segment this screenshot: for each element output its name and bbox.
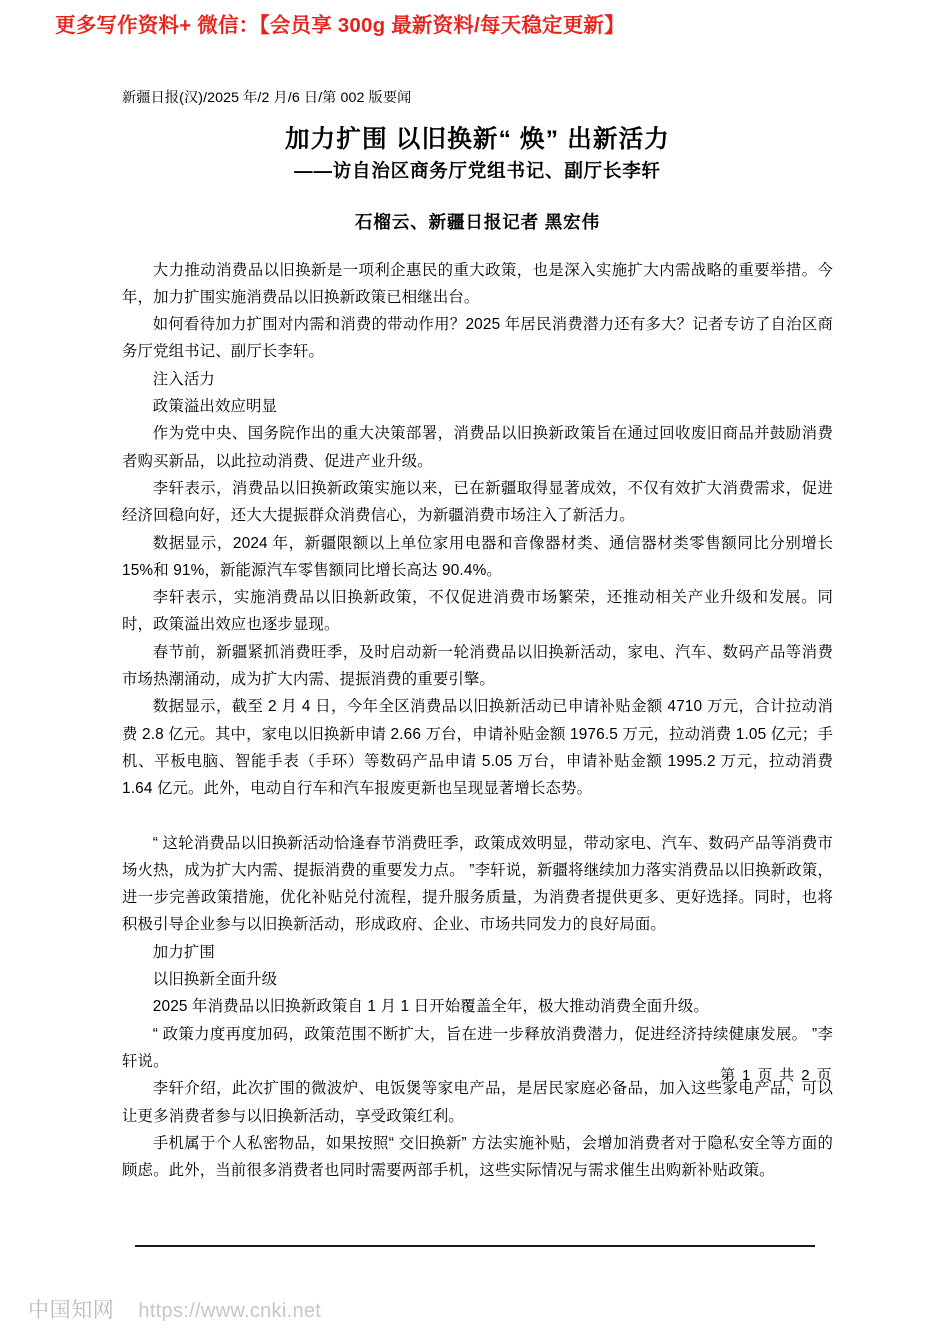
quote-paragraph: “ 政策力度再度加码，政策范围不断扩大，旨在进一步释放消费潜力，促进经济持续健康发展。 ”李轩说。 xyxy=(122,1025,833,1070)
cnki-watermark xyxy=(28,1294,321,1324)
paragraph: 大力推动消费品以旧换新是一项利企惠民的重大政策，也是深入实施扩大内需战略的重要举措。今年，加力扩围实施消费品以旧换新政策已相继出台。 xyxy=(122,261,833,306)
paragraph: 李轩表示，消费品以旧换新政策实施以来，已在新疆取得显著成效，不仅有效扩大消费需求，促进经济回稳向好，还大大提振群众消费信心，为新疆消费市场注入了新活力。 xyxy=(122,479,833,525)
paragraph: 2025 年消费品以旧换新政策自 1 月 1 日开始覆盖全年，极大推动消费全面升级。 xyxy=(152,998,709,1016)
promo-banner-text: 更多写作资料+ 微信：【会员享 300g 最新资料/每天稳定更新】 xyxy=(55,14,625,37)
paragraph: 数据显示，2024 年，新疆限额以上单位家用电器和音像器材类、通信器材类零售额同比分别增长 15%和 91%，新能源汽车零售额同比增长高达 90.4%。 xyxy=(122,534,833,579)
section-subheading: 政策溢出效应明显 xyxy=(152,398,278,416)
cnki-url-link[interactable]: https://www.cnki.net xyxy=(138,1300,322,1322)
article-body xyxy=(122,257,833,1185)
paragraph: 如何看待加力扩围对内需和消费的带动作用？2025 年居民消费潜力还有多大？记者专访了自治区商务厅党组书记、副厅长李轩。 xyxy=(122,316,833,361)
paragraph: 李轩表示，实施消费品以旧换新政策，不仅促进消费市场繁荣，还推动相关产业升级和发展。同时，政策溢出效应也逐步显现。 xyxy=(122,589,833,634)
paragraph: 李轩介绍，此次扩围的微波炉、电饭煲等家电产品，是居民家庭必备品，加入这些家电产品，可以让更多消费者参与以旧换新活动，享受政策红利。 xyxy=(122,1080,833,1125)
title-block xyxy=(122,124,833,185)
page-subtitle: ——访自治区商务厅党组书记、副厅长李轩 xyxy=(294,160,661,182)
paragraph: 春节前，新疆紧抓消费旺季，及时启动新一轮消费品以旧换新活动，家电、汽车、数码产品等消费市场热潮涌动，成为扩大内需、提振消费的重要引擎。 xyxy=(122,643,833,689)
cnki-brand-name: 中国知网 xyxy=(28,1299,115,1322)
page-number-indicator: 第 1 页 共 2 页 xyxy=(720,1067,833,1084)
footer-divider xyxy=(135,1245,815,1247)
paragraph: 数据显示，截至 2 月 4 日，今年全区消费品以旧换新活动已申请补贴金额 4710 万元，合计拉动消费 2.8 亿元。其中，家电以旧换新申请 2.66 万台，申请补贴金额 1976.5 万元，拉动消费 1.05 亿元；手机、平板电脑、智能手表（手环）等数码产品申请 5.05 万台，申请补贴金额 1995.2 万元，拉动消费 1.64 亿元。此外，电动自行车和汽车报废更新也呈现显著增长态势。 xyxy=(122,698,833,798)
section-subheading: 以旧换新全面升级 xyxy=(152,971,278,989)
source-citation-line: 新疆日报(汉)/2025 年/2 月/6 日/第 002 版要闻 xyxy=(122,90,412,106)
page-title: 加力扩围 以旧换新“ 焕” 出新活力 xyxy=(284,126,671,153)
paragraph: 手机属于个人私密物品，如果按照“ 交旧换新” 方法实施补贴，会增加消费者对于隐私安全等方面的顾虑。此外，当前很多消费者也同时需要两部手机，这些实际情况与需求催生出购新补贴政策。 xyxy=(122,1134,833,1180)
document-content xyxy=(122,88,833,1184)
section-heading: 注入活力 xyxy=(152,370,215,388)
section-heading: 加力扩围 xyxy=(152,943,215,961)
byline: 石榴云、新疆日报记者 黑宏伟 xyxy=(355,211,600,232)
quote-paragraph: “ 这轮消费品以旧换新活动恰逢春节消费旺季，政策成效明显，带动家电、汽车、数码产品等消费市场火热，成为扩大内需、提振消费的重要发力点。 ”李轩说，新疆将继续加力落实消费品以旧换新政策，进一步完善政策措施，优化补贴兑付流程，提升服务质量，为消费者提供更多、更好选择。同时，也将积极引导企业参与以旧换新活动，形成政府、企业、市场共同发力的良好局面。 xyxy=(122,834,833,934)
paragraph: 作为党中央、国务院作出的重大决策部署，消费品以旧换新政策旨在通过回收废旧商品并鼓励消费者购买新品，以此拉动消费、促进产业升级。 xyxy=(122,425,833,470)
